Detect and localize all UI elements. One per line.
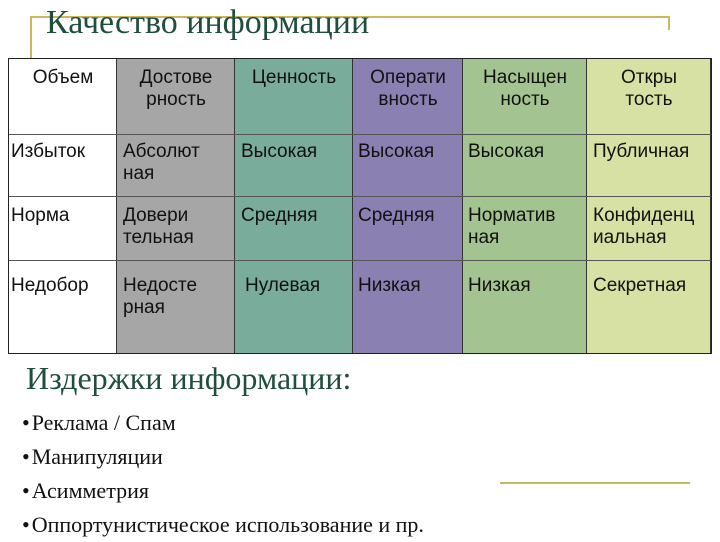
table-cell: Нулевая xyxy=(245,275,321,296)
table-cell: Норма xyxy=(11,205,70,226)
list-item: • Реклама / Спам xyxy=(22,406,424,440)
table-cell: Абсолют ная xyxy=(123,141,200,184)
list-item: • Манипуляции xyxy=(22,440,424,474)
header-reliability: Достове рность xyxy=(139,67,213,110)
table-cell: Конфиденц иальная xyxy=(593,205,695,248)
table-cell: Средняя xyxy=(241,205,318,226)
table-cell: Высокая xyxy=(358,141,435,162)
quality-table xyxy=(8,58,712,354)
header-value: Ценность xyxy=(251,67,337,88)
table-cell: Недосте рная xyxy=(123,275,198,318)
header-volume: Объем xyxy=(32,67,94,88)
frame-top-right-line xyxy=(668,16,670,30)
row-divider xyxy=(9,196,711,197)
table-cell: Средняя xyxy=(358,205,435,226)
table-cell: Довери тельная xyxy=(123,205,194,248)
header-openness: Откры тость xyxy=(620,67,678,110)
table-cell: Низкая xyxy=(468,275,531,296)
list-item: • Асимметрия xyxy=(22,474,424,508)
table-cell: Высокая xyxy=(468,141,545,162)
table-cell: Избыток xyxy=(11,141,86,162)
header-timeliness: Операти вность xyxy=(370,67,446,110)
costs-list xyxy=(22,406,424,542)
table-cell: Публичная xyxy=(593,141,690,162)
list-item: • Оппортунистическое использование и пр. xyxy=(22,508,424,542)
page-title: Качество информации xyxy=(46,4,370,41)
row-divider xyxy=(9,260,711,261)
frame-bottom-line xyxy=(500,482,690,484)
header-saturation: Насыщен ность xyxy=(483,67,567,110)
table-cell: Недобор xyxy=(11,275,89,296)
table-cell: Секретная xyxy=(593,275,687,296)
table-cell: Низкая xyxy=(358,275,421,296)
costs-title: Издержки информации: xyxy=(26,360,352,396)
table-cell: Норматив ная xyxy=(468,205,556,248)
table-cell: Высокая xyxy=(241,141,318,162)
row-divider xyxy=(9,134,711,135)
